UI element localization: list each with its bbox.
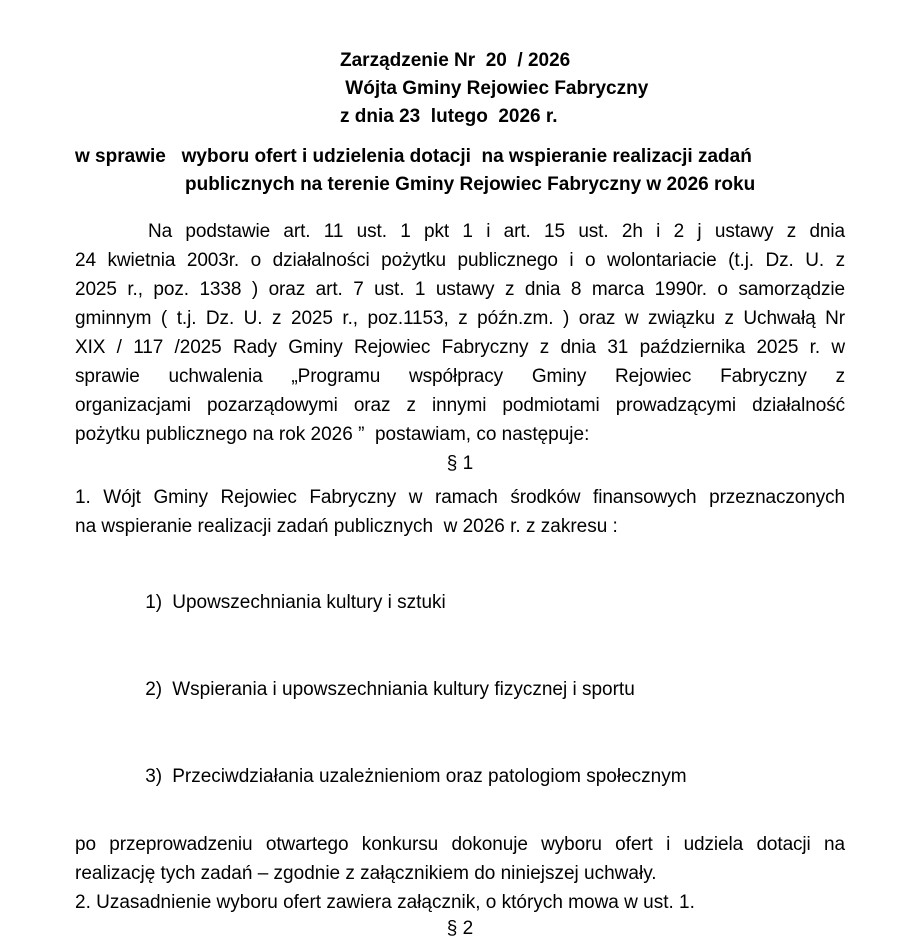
- section-1-closing-paragraph: [75, 830, 845, 917]
- preamble-line: 2025 r., poz. 1338 ) oraz art. 7 ust. 1 ustawy z dnia 8 marca 1990r. o samorządzie: [75, 279, 845, 300]
- ordinance-subject-block: [75, 143, 845, 199]
- ordinance-authority-line: Wójta Gminy Rejowiec Fabryczny: [340, 78, 649, 99]
- ordinance-date-line: z dnia 23 lutego 2026 r.: [340, 106, 558, 127]
- list-item-number: 1): [145, 592, 163, 613]
- ordinance-number-line: Zarządzenie Nr 20 / 2026: [340, 50, 571, 71]
- list-item: [103, 559, 845, 646]
- legal-basis-paragraph: [75, 217, 845, 449]
- section-1-paragraph-line-2: na wspieranie realizacji zadań publicznych w 2026 r. z zakresu :: [75, 516, 618, 537]
- closing-line-1: po przeprowadzeniu otwartego konkursu dokonuje wyboru ofert i udziela dotacji na: [75, 834, 845, 855]
- tasks-list: [75, 559, 845, 820]
- closing-line-2: realizację tych zadań – zgodnie z załącznikiem do niniejszej uchwały.: [75, 863, 657, 884]
- list-item-text: Wspierania i upowszechniania kultury fizycznej i sportu: [172, 679, 635, 700]
- list-item-text: Przeciwdziałania uzależnieniom oraz patologiom społecznym: [172, 766, 687, 787]
- section-1-paragraph: [75, 483, 845, 541]
- list-item-number: 2): [145, 679, 163, 700]
- preamble-line: sprawie uchwalenia „Programu współpracy Gminy Rejowiec Fabryczny z: [75, 366, 845, 387]
- preamble-line: pożytku publicznego na rok 2026 ” postawiam, co następuje:: [75, 424, 590, 445]
- list-item: [103, 733, 845, 820]
- list-item: [103, 646, 845, 733]
- subject-line-2: publicznych na terenie Gminy Rejowiec Fabryczny w 2026 roku: [185, 174, 756, 195]
- preamble-line: 24 kwietnia 2003r. o działalności pożytku publicznego i o wolontariacie (t.j. Dz. U. z: [75, 250, 845, 271]
- preamble-line: gminnym ( t.j. Dz. U. z 2025 r., poz.1153, z późn.zm. ) oraz w związku z Uchwałą Nr: [75, 308, 845, 329]
- section-1-paragraph-line-1: 1. Wójt Gminy Rejowiec Fabryczny w ramach środków finansowych przeznaczonych: [75, 487, 845, 508]
- list-item-text: Upowszechniania kultury i sztuki: [172, 592, 446, 613]
- section-1-mark: § 1: [446, 453, 474, 474]
- ordinance-title-block: [340, 47, 845, 131]
- preamble-line: organizacjami pozarządowymi oraz z innymi podmiotami prowadzącymi działalność: [75, 395, 845, 416]
- preamble-line: Na podstawie art. 11 ust. 1 pkt 1 i art. 15 ust. 2h i 2 j ustawy z dnia: [148, 221, 845, 242]
- list-item-number: 3): [145, 766, 163, 787]
- section-2-mark: § 2: [446, 918, 474, 939]
- preamble-line: XIX / 117 /2025 Rady Gminy Rejowiec Fabryczny z dnia 31 października 2025 r. w: [75, 337, 845, 358]
- closing-line-3: 2. Uzasadnienie wyboru ofert zawiera załącznik, o których mowa w ust. 1.: [75, 892, 695, 913]
- subject-line-1: w sprawie wyboru ofert i udzielenia dotacji na wspieranie realizacji zadań: [75, 146, 752, 167]
